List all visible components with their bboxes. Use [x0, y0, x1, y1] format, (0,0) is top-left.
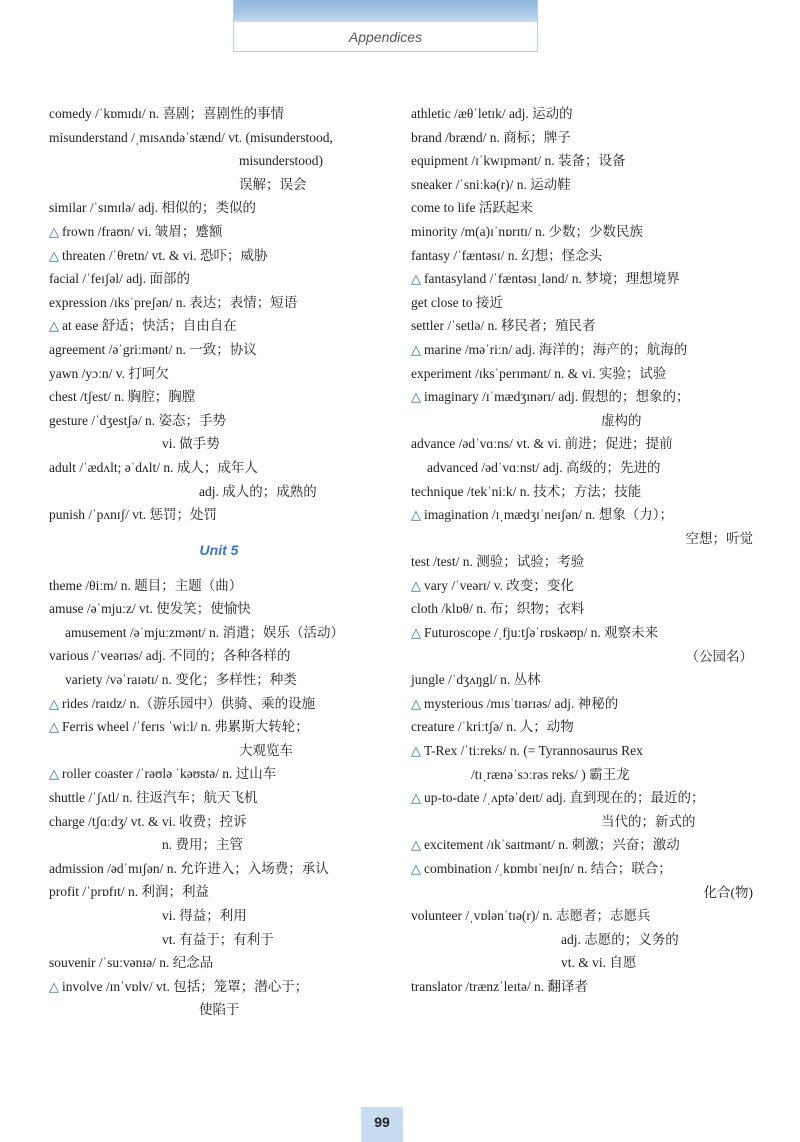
- vocabulary-line: [49, 833, 389, 857]
- vocabulary-line: [49, 951, 389, 975]
- vocabulary-text: vary /ˈveərɪ/ v. 改变；变化: [424, 577, 574, 593]
- vocabulary-line: [49, 998, 389, 1022]
- vocabulary-text: roller coaster /ˈrəʊlə ˈkəʊstə/ n. 过山车: [62, 766, 277, 782]
- vocabulary-text: /tɪˌrænəˈsɔːrəs reks/ ) 霸王龙: [471, 766, 630, 782]
- vocabulary-text: chest /tʃest/ n. 胸腔；胸膛: [49, 389, 196, 405]
- vocabulary-line: [411, 385, 761, 409]
- vocabulary-line: [49, 220, 389, 244]
- vocabulary-text: T-Rex /ˈtiːreks/ n. (= Tyrannosaurus Rex: [424, 743, 643, 759]
- vocabulary-text: imagination /ɪˌmædʒɪˈneɪʃən/ n. 想象（力）；: [424, 507, 673, 523]
- vocabulary-text: similar /ˈsɪmɪlə/ adj. 相似的；类似的: [49, 200, 256, 216]
- vocabulary-line: [411, 173, 761, 197]
- vocabulary-text: yawn /yɔːn/ v. 打呵欠: [49, 365, 169, 381]
- vocabulary-line: [49, 762, 389, 786]
- vocabulary-line: [49, 644, 389, 668]
- vocabulary-line: [49, 715, 389, 739]
- vocabulary-line: [411, 550, 761, 574]
- vocabulary-line: [49, 668, 389, 692]
- vocabulary-line: [49, 244, 389, 268]
- vocabulary-line: [49, 196, 389, 220]
- vocabulary-line: [49, 456, 389, 480]
- vocabulary-line: [411, 810, 761, 834]
- left-column: [49, 102, 389, 1022]
- right-column: [411, 102, 761, 999]
- vocabulary-line: [411, 904, 761, 928]
- vocabulary-line: [49, 857, 389, 881]
- vocabulary-text: various /ˈveərɪəs/ adj. 不同的；各种各样的: [49, 648, 291, 664]
- vocabulary-line: [49, 385, 389, 409]
- vocabulary-text: souvenir /ˈsuːvənɪə/ n. 纪念品: [49, 955, 214, 971]
- vocabulary-text: rides /raɪdz/ n.（游乐园中）供骑、乘的设施: [62, 695, 316, 711]
- vocabulary-text: adj. 志愿的；义务的: [561, 931, 679, 947]
- triangle-marker-icon: △: [411, 743, 421, 759]
- vocabulary-text: threaten /ˈθretn/ vt. & vi. 恐吓；威胁: [62, 247, 268, 263]
- vocabulary-line: [49, 432, 389, 456]
- vocabulary-text: Futuroscope /ˌfjuːtʃəˈrɒskəʊp/ n. 观察未来: [424, 625, 659, 641]
- vocabulary-line: [411, 503, 761, 527]
- vocabulary-text: amuse /əˈmjuːz/ vt. 使发笑；使愉快: [49, 601, 251, 617]
- triangle-marker-icon: △: [411, 625, 421, 641]
- vocabulary-line: [411, 833, 761, 857]
- vocabulary-line: [49, 975, 389, 999]
- vocabulary-line: [411, 574, 761, 598]
- vocabulary-text: charge /tʃɑːdʒ/ vt. & vi. 收费；控诉: [49, 813, 247, 829]
- vocabulary-line: [411, 597, 761, 621]
- vocabulary-text: 化合(物): [703, 884, 753, 900]
- vocabulary-text: vt. 有益于；有利于: [162, 931, 274, 947]
- vocabulary-text: agreement /əˈgriːmənt/ n. 一致；协议: [49, 341, 257, 357]
- vocabulary-text: 误解；误会: [239, 176, 307, 192]
- vocabulary-line: [411, 975, 761, 999]
- vocabulary-text: imaginary /ɪˈmædʒɪnərɪ/ adj. 假想的；想象的；: [424, 389, 690, 405]
- vocabulary-text: advanced /ədˈvɑːnst/ adj. 高级的；先进的: [427, 459, 661, 475]
- vocabulary-text: come to life 活跃起来: [411, 200, 533, 216]
- vocabulary-text: jungle /ˈdʒʌŋgl/ n. 丛林: [411, 672, 541, 688]
- vocabulary-text: adj. 成人的；成熟的: [199, 483, 317, 499]
- vocabulary-text: minority /m(a)ɪˈnɒrɪtɪ/ n. 少数；少数民族: [411, 223, 644, 239]
- vocabulary-text: excitement /ɪkˈsaɪtmənt/ n. 刺激；兴奋；激动: [424, 837, 680, 853]
- triangle-marker-icon: △: [411, 695, 421, 711]
- vocabulary-text: misunderstood): [239, 153, 323, 169]
- vocabulary-text: frown /fraʊn/ vi. 皱眉；蹙额: [62, 223, 223, 239]
- vocabulary-line: [49, 409, 389, 433]
- vocabulary-line: [49, 739, 389, 763]
- triangle-marker-icon: △: [411, 271, 421, 287]
- vocabulary-line: [49, 574, 389, 598]
- vocabulary-text: test /test/ n. 测验；试验；考验: [411, 554, 585, 570]
- triangle-marker-icon: △: [49, 978, 59, 994]
- vocabulary-text: vi. 做手势: [162, 436, 220, 452]
- vocabulary-line: [49, 291, 389, 315]
- vocabulary-line: [49, 314, 389, 338]
- vocabulary-text: cloth /klɒθ/ n. 布；织物；衣料: [411, 601, 585, 617]
- vocabulary-line: [411, 763, 761, 787]
- vocabulary-line: [411, 527, 761, 551]
- vocabulary-text: mysterious /mɪsˈtɪərɪəs/ adj. 神秘的: [424, 695, 619, 711]
- vocabulary-text: Ferris wheel /ˈferɪs ˈwiːl/ n. 弗累斯大转轮；: [62, 719, 309, 735]
- vocabulary-line: [49, 786, 389, 810]
- vocabulary-line: [411, 715, 761, 739]
- vocabulary-text: equipment /ɪˈkwɪpmənt/ n. 装备；设备: [411, 153, 626, 169]
- vocabulary-text: volunteer /ˌvɒlənˈtɪə(r)/ n. 志愿者；志愿兵: [411, 908, 651, 924]
- triangle-marker-icon: △: [49, 247, 59, 263]
- vocabulary-line: [411, 149, 761, 173]
- vocabulary-text: 虚构的: [601, 412, 642, 428]
- triangle-marker-icon: △: [411, 507, 421, 523]
- triangle-marker-icon: △: [411, 861, 421, 876]
- vocabulary-line: [411, 645, 761, 669]
- vocabulary-line: [411, 456, 761, 480]
- vocabulary-line: [49, 880, 389, 904]
- triangle-marker-icon: △: [49, 766, 59, 782]
- vocabulary-text: fantasy /ˈfæntəsɪ/ n. 幻想；怪念头: [411, 247, 603, 263]
- vocabulary-line: [49, 102, 389, 126]
- vocabulary-line: [49, 267, 389, 291]
- triangle-marker-icon: △: [49, 695, 59, 711]
- vocabulary-line: [411, 432, 761, 456]
- vocabulary-text: comedy /ˈkɒmɪdɪ/ n. 喜剧；喜剧性的事情: [49, 106, 285, 121]
- vocabulary-text: facial /ˈfeɪʃəl/ adj. 面部的: [49, 271, 190, 287]
- vocabulary-line: [411, 314, 761, 338]
- vocabulary-line: [49, 810, 389, 834]
- vocabulary-text: gesture /ˈdʒestʃə/ n. 姿态；手势: [49, 412, 226, 428]
- vocabulary-line: [411, 786, 761, 810]
- vocabulary-line: [49, 173, 389, 197]
- triangle-marker-icon: △: [411, 389, 421, 405]
- vocabulary-text: brand /brænd/ n. 商标；牌子: [411, 129, 571, 145]
- vocabulary-text: adult /ˈædʌlt; əˈdʌlt/ n. 成人；成年人: [49, 459, 258, 475]
- vocabulary-line: [49, 904, 389, 928]
- vocabulary-text: misunderstand /ˌmɪsʌndəˈstænd/ vt. (misunderstood,: [49, 129, 333, 145]
- vocabulary-line: [49, 928, 389, 952]
- vocabulary-line: [411, 244, 761, 268]
- vocabulary-line: [49, 149, 389, 173]
- vocabulary-text: combination /ˌkɒmbɪˈneɪʃn/ n. 结合；联合；: [424, 861, 672, 876]
- vocabulary-line: [411, 196, 761, 220]
- vocabulary-text: 空想；听觉: [685, 530, 753, 546]
- vocabulary-line: [49, 503, 389, 527]
- vocabulary-text: Unit 5: [199, 541, 239, 558]
- vocabulary-line: [411, 621, 761, 645]
- header-banner-image: [234, 0, 537, 22]
- vocabulary-text: （公园名）: [685, 648, 753, 664]
- vocabulary-text: marine /məˈriːn/ adj. 海洋的；海产的；航海的: [424, 341, 688, 357]
- vocabulary-line: [411, 928, 761, 952]
- vocabulary-text: 当代的；新式的: [601, 813, 696, 829]
- triangle-marker-icon: △: [411, 837, 421, 853]
- vocabulary-line: [411, 668, 761, 692]
- triangle-marker-icon: △: [411, 577, 421, 593]
- vocabulary-line: [411, 692, 761, 716]
- vocabulary-line: [49, 692, 389, 716]
- vocabulary-text: creature /ˈkriːtʃə/ n. 人；动物: [411, 719, 574, 735]
- vocabulary-line: [49, 621, 389, 645]
- vocabulary-line: [411, 480, 761, 504]
- vocabulary-line: [411, 338, 761, 362]
- triangle-marker-icon: △: [49, 223, 59, 239]
- vocabulary-line: [411, 409, 761, 433]
- vocabulary-line: [411, 362, 761, 386]
- vocabulary-line: [411, 881, 761, 905]
- vocabulary-text: fantasyland /ˈfæntəsɪˌlənd/ n. 梦境；理想境界: [424, 271, 680, 287]
- vocabulary-line: [49, 126, 389, 150]
- triangle-marker-icon: △: [411, 790, 421, 806]
- vocabulary-text: 大观览车: [239, 742, 293, 758]
- vocabulary-text: involve /ɪnˈvɒlv/ vt. 包括；笼罩；潜心于；: [62, 978, 309, 994]
- vocabulary-line: [411, 267, 761, 291]
- vocabulary-text: up-to-date /ˌʌptəˈdeɪt/ adj. 直到现在的；最近的；: [424, 790, 705, 806]
- triangle-marker-icon: △: [49, 318, 59, 334]
- vocabulary-text: variety /vəˈraɪətɪ/ n. 变化；多样性；种类: [65, 672, 297, 688]
- vocabulary-text: profit /ˈprɒfɪt/ n. 利润；利益: [49, 884, 210, 900]
- vocabulary-text: 使陷于: [199, 1002, 240, 1018]
- vocabulary-text: experiment /ɪksˈperɪmənt/ n. & vi. 实验；试验: [411, 365, 667, 381]
- vocabulary-line: [411, 857, 761, 881]
- vocabulary-text: punish /ˈpʌnɪʃ/ vt. 惩罚；处罚: [49, 507, 217, 523]
- vocabulary-line: [411, 220, 761, 244]
- vocabulary-text: theme /θiːm/ n. 题目；主题（曲）: [49, 577, 243, 593]
- unit-heading: [49, 527, 389, 574]
- vocabulary-line: [49, 597, 389, 621]
- vocabulary-line: [411, 126, 761, 150]
- vocabulary-line: [49, 362, 389, 386]
- vocabulary-text: get close to 接近: [411, 294, 503, 310]
- vocabulary-line: [49, 480, 389, 504]
- vocabulary-text: vi. 得益；利用: [162, 908, 247, 923]
- vocabulary-line: [411, 291, 761, 315]
- vocabulary-line: [411, 102, 761, 126]
- vocabulary-line: [411, 739, 761, 763]
- vocabulary-text: shuttle /ˈʃʌtl/ n. 往返汽车；航天飞机: [49, 790, 258, 806]
- vocabulary-text: expression /ɪksˈpreʃən/ n. 表达；表情；短语: [49, 294, 298, 310]
- vocabulary-text: n. 费用；主管: [162, 837, 243, 853]
- triangle-marker-icon: △: [411, 341, 421, 357]
- vocabulary-text: at ease 舒适；快活；自由自在: [62, 318, 237, 334]
- vocabulary-text: amusement /əˈmjuːzmənt/ n. 消遣；娱乐（活动）: [65, 624, 344, 640]
- vocabulary-text: technique /tekˈniːk/ n. 技术；方法；技能: [411, 483, 642, 499]
- triangle-marker-icon: △: [49, 719, 59, 735]
- page-number: 99: [361, 1107, 403, 1142]
- vocabulary-text: sneaker /ˈsniːkə(r)/ n. 运动鞋: [411, 176, 571, 192]
- vocabulary-text: settler /ˈsetlə/ n. 移民者；殖民者: [411, 318, 596, 334]
- vocabulary-text: athletic /æθˈletɪk/ adj. 运动的: [411, 106, 573, 121]
- vocabulary-line: [411, 951, 761, 975]
- page-header: [233, 0, 538, 52]
- header-title: Appendices: [348, 29, 423, 45]
- vocabulary-text: translator /trænzˈleɪtə/ n. 翻译者: [411, 978, 588, 994]
- vocabulary-text: admission /ədˈmɪʃən/ n. 允许进入；入场费；承认: [49, 860, 329, 876]
- vocabulary-text: vt. & vi. 自愿: [561, 955, 637, 971]
- vocabulary-text: advance /ədˈvɑːns/ vt. & vi. 前进；促进；提前: [411, 436, 673, 452]
- vocabulary-line: [49, 338, 389, 362]
